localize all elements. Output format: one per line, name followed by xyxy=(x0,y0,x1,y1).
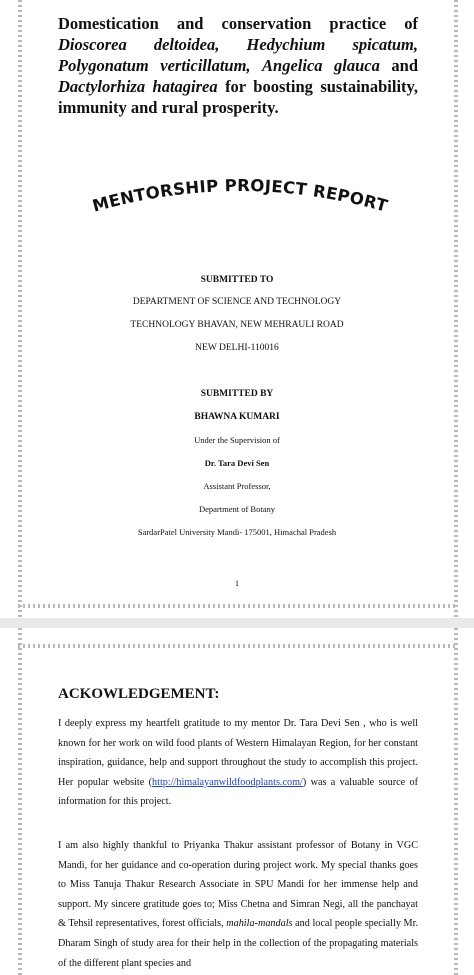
page-gap xyxy=(0,618,474,628)
acknowledgement-paragraph-1 xyxy=(58,714,418,812)
page-border-bottom xyxy=(18,604,458,608)
page-border-left xyxy=(18,628,22,975)
svg-text:MENTORSHIP PROJECT REPORT xyxy=(90,176,390,216)
supervisor-designation: Assistant Professor, xyxy=(203,481,271,491)
species-name: Dactylorhiza hatagirea xyxy=(58,77,218,96)
project-title xyxy=(58,13,418,118)
paragraph-text: I am also highly thankful to Priyanka Thakur assistant professor of Botany in VGC Mandi, for her guidance and co-operation during project work. My special thanks goes to Miss Tanuja Thakur Research Associate in SPU Mandi for her immense help and support. My sincere gratitude goes to; Miss Chetna and Simran Negi, all the panchayat & Tehsil representatives, forest officials, xyxy=(58,840,418,930)
species-name: Hedychium spicatum, xyxy=(246,35,419,54)
page-border-left xyxy=(18,0,22,618)
supervision-label: Under the Supervision of xyxy=(194,435,280,445)
website-link[interactable]: http://himalayanwildfoodplants.com/ xyxy=(152,776,303,788)
university-address: SardarPatel University Mandi- 175001, Himachal Pradesh xyxy=(137,527,337,537)
paragraph-text: ) was a valuable source of information for this project. xyxy=(58,776,419,808)
species-name: Polygonatum verticillatum, xyxy=(58,56,251,75)
page-border-top xyxy=(18,644,458,648)
recipient-line-2: TECHNOLOGY BHAVAN, NEW MEHRAULI ROAD xyxy=(130,320,344,330)
page-number: 1 xyxy=(234,578,240,588)
acknowledgement-paragraph-2 xyxy=(58,836,418,973)
title-text: Domestication and conservation practice of xyxy=(58,14,418,33)
species-name: Angelica glauca xyxy=(262,56,380,75)
paragraph-text: I deeply express my heartfelt gratitude to my mentor Dr. Tara Devi Sen , who is well known for her work on wild food plants of Western Himalayan Region, for her constant inspiration, guidance, help and support throughout the study to accomplish this project. Her popular website ( xyxy=(58,718,418,788)
title-text: and xyxy=(379,56,418,75)
supervisor-name: Dr. Tara Devi Sen xyxy=(204,458,270,468)
recipient-line-3: NEW DELHI-110016 xyxy=(195,343,279,353)
page-border-right xyxy=(454,628,458,975)
page-border-right xyxy=(454,0,458,618)
species-name: Dioscorea deltoidea, xyxy=(58,35,220,54)
paragraph-text: and local people specially Mr. Dharam Singh of study area for their help in the collection of the propagating materials of the different plant species and xyxy=(58,918,418,969)
department-name: Department of Botany xyxy=(198,504,275,514)
acknowledgement-heading: ACKOWLEDGEMENT: xyxy=(58,686,220,702)
title-text: for boosting sustainability, immunity and rural prosperity. xyxy=(58,77,418,117)
submitted-by-label: SUBMITTED BY xyxy=(200,389,274,399)
author-name: BHAWNA KUMARI xyxy=(194,412,280,422)
submitted-to-label: SUBMITTED TO xyxy=(200,275,274,285)
report-heading-arc xyxy=(60,168,420,238)
paragraph-italic-text: mahila-mandals xyxy=(226,918,293,930)
report-heading: MENTORSHIP PROJECT REPORT xyxy=(90,175,390,216)
recipient-line-1: DEPARTMENT OF SCIENCE AND TECHNOLOGY xyxy=(132,297,342,307)
